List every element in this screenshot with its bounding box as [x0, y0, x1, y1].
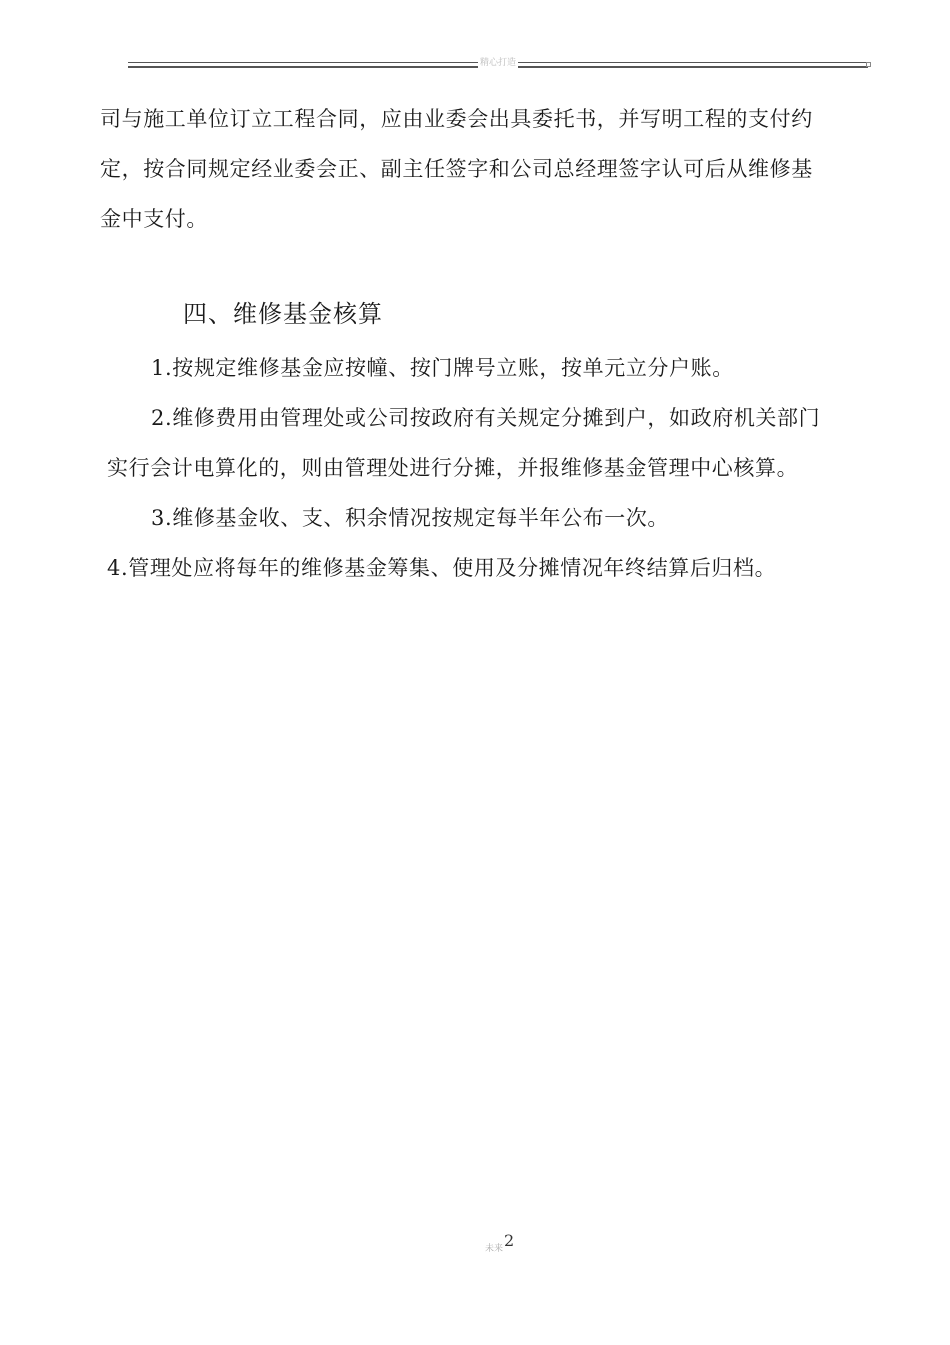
- list-item: 1.按规定维修基金应按幢、按门牌号立账，按单元立分户账。: [151, 356, 734, 380]
- section-heading: 四、维修基金核算: [183, 300, 383, 328]
- paragraph-line: 定，按合同规定经业委会正、副主任签字和公司总经理签字认可后从维修基: [100, 157, 813, 181]
- list-item: 4.管理处应将每年的维修基金筹集、使用及分摊情况年终结算后归档。: [107, 556, 777, 580]
- paragraph-line: 司与施工单位订立工程合同，应由业委会出具委托书，并写明工程的支付约: [100, 107, 813, 131]
- header-watermark: 精心打造: [480, 58, 517, 68]
- list-item: 3.维修基金收、支、积余情况按规定每半年公布一次。: [151, 506, 670, 530]
- list-item-continuation: 实行会计电算化的，则由管理处进行分摊，并报维修基金管理中心核算。: [107, 456, 799, 480]
- page-number: 2: [504, 1231, 515, 1250]
- footer-label: 未来: [485, 1244, 504, 1254]
- paragraph-line: 金中支付。: [100, 207, 208, 231]
- header-corner-mark: [866, 62, 871, 67]
- list-item: 2.维修费用由管理处或公司按政府有关规定分摊到户，如政府机关部门: [151, 406, 821, 430]
